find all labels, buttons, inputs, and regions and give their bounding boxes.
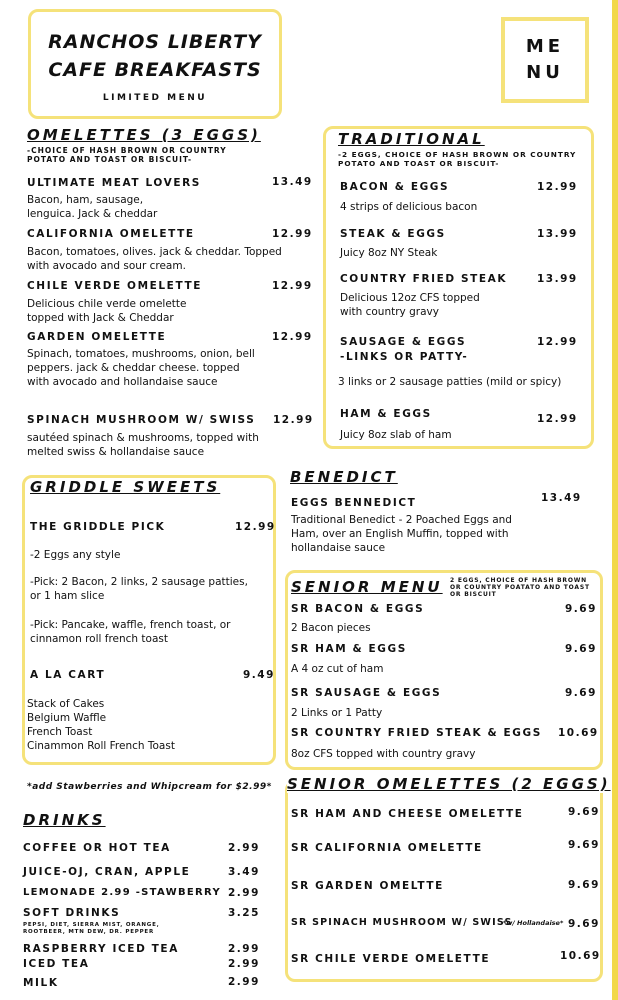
griddle-heading: GRIDDLE SWEETS [30,478,221,496]
menu-item-desc: sautéed spinach & mushrooms, topped with melted swiss & hollandaise sauce [27,432,259,458]
benedict-desc: Traditional Benedict - 2 Poached Eggs and Ham, over an English Muffin, topped with hollandaise sauce [291,514,512,554]
menu-item-name: ULTIMATE MEAT LOVERS [27,177,201,189]
griddle-pick-line1: -2 Eggs any style [30,549,121,561]
griddle-pick-price: 12.99 [235,521,276,533]
menu-badge-line1: ME [525,36,565,57]
menu-item-price: 9.69 [568,879,600,891]
drink-price: 2.99 [228,943,260,955]
menu-item-price: 10.69 [558,727,599,739]
benedict-price: 13.49 [541,492,582,504]
drinks-heading: DRINKS [23,811,106,829]
menu-item-desc: Delicious chile verde omelette topped with Jack & Cheddar [27,298,187,324]
benedict-name: EGGS BENNEDICT [291,497,417,509]
griddle-pick-name: THE GRIDDLE PICK [30,521,166,533]
drink-name: MILK [23,977,59,989]
menu-item-name: SAUSAGE & EGGS [340,336,467,348]
menu-item-desc: Bacon, tomatoes, olives. jack & cheddar. Topped with avocado and sour cream. [27,246,282,272]
menu-item-desc: 2 Links or 1 Patty [291,707,383,719]
senior-note: 2 EGGS, CHOICE OF HASH BROWN OR COUNTRY POATATO AND TOAST OR BISCUIT [450,577,590,598]
menu-item-desc: Bacon, ham, sausage, lenguica. Jack & cheddar [27,194,158,220]
menu-item-name: SR HAM & EGGS [291,643,407,655]
menu-item-desc: 8oz CFS topped with country gravy [291,748,476,760]
traditional-note: -2 EGGS, CHOICE OF HASH BROWN OR COUNTRY POTATO AND TOAST OR BISCUIT- [338,150,577,168]
drink-price: 3.49 [228,866,260,878]
menu-item-desc: 3 links or 2 sausage patties (mild or spicy) [338,376,562,388]
menu-item-price: 12.99 [272,331,313,343]
menu-item-name: SR CALIFORNIA OMELETTE [291,842,483,854]
menu-item-desc: Delicious 12oz CFS topped with country gravy [340,292,480,318]
menu-item-name: SR BACON & EGGS [291,603,425,615]
menu-item-name: COUNTRY FRIED STEAK [340,273,508,285]
senior-heading: SENIOR MENU [291,578,443,596]
menu-item-name: CALIFORNIA OMELETTE [27,228,195,240]
benedict-heading: BENEDICT [290,468,398,486]
menu-item-name: SR COUNTRY FRIED STEAK & EGGS [291,727,542,739]
hollandaise-note: *w/ Hollandaise* [503,919,564,927]
menu-item-name: SR SAUSAGE & EGGS [291,687,442,699]
traditional-heading: TRADITIONAL [338,130,485,148]
menu-item-price: 13.99 [537,228,578,240]
drink-name: RASPBERRY ICED TEA [23,943,179,955]
list-item: Belgium Waffle [27,712,107,724]
drink-price: 2.99 [228,976,260,988]
menu-item-name: GARDEN OMELETTE [27,331,167,343]
right-edge-border [612,0,618,1000]
limited-menu-label: LIMITED MENU [102,93,208,103]
cafe-title-line1: RANCHOS LIBERTY [48,31,262,53]
menu-item-price: 13.49 [272,176,313,188]
griddle-pick-line3: -Pick: Pancake, waffle, french toast, or cinnamon roll french toast [30,619,231,645]
menu-item-price: 12.99 [272,228,313,240]
menu-item-desc: Juicy 8oz slab of ham [340,429,452,441]
menu-item-price: 12.99 [537,413,578,425]
menu-item-price: 12.99 [273,414,314,426]
menu-item-desc: 2 Bacon pieces [291,622,371,634]
menu-item-price: 13.99 [537,273,578,285]
menu-item-desc: Juicy 8oz NY Steak [340,247,438,259]
menu-badge [501,17,589,103]
menu-item-price: 12.99 [537,181,578,193]
list-item: Stack of Cakes [27,698,105,710]
drink-name: JUICE-OJ, CRAN, APPLE [23,866,191,878]
menu-item-name: SR CHILE VERDE OMELETTE [291,953,491,965]
drink-name: ICED TEA [23,958,90,970]
menu-item-name: CHILE VERDE OMELETTE [27,280,202,292]
traditional-box [323,126,594,449]
menu-item-name: SR SPINACH MUSHROOM W/ SWISS [291,917,513,928]
omelettes-note: -CHOICE OF HASH BROWN OR COUNTRY POTATO AND TOAST OR BISCUIT- [27,146,227,164]
drink-price: 2.99 [228,842,260,854]
alacart-price: 9.49 [243,669,275,681]
menu-item-desc: 4 strips of delicious bacon [340,201,478,213]
menu-item-name: SR GARDEN OMELTTE [291,880,444,892]
senior-omelettes-heading: SENIOR OMELETTES (2 EGGS) [287,775,617,793]
drink-price: 2.99 [228,958,260,970]
menu-item-name: SR HAM AND CHEESE OMELETTE [291,808,524,820]
menu-item-desc: A 4 oz cut of ham [291,663,384,675]
menu-item-name: HAM & EGGS [340,408,432,420]
menu-item-name: SPINACH MUSHROOM W/ SWISS [27,414,256,426]
menu-item-price: 12.99 [537,336,578,348]
menu-item-price: 10.69 [560,950,601,962]
cafe-title-line2: CAFE BREAKFASTS [48,59,262,81]
omelettes-heading: OMELETTES (3 EGGS) [27,126,261,144]
drink-name: SOFT DRINKS [23,907,121,919]
menu-item-name: STEAK & EGGS [340,228,446,240]
griddle-addon-note: *add Stawberries and Whipcream for $2.99* [27,782,272,792]
menu-badge-line2: NU [526,62,564,83]
drink-name: COFFEE OR HOT TEA [23,842,171,854]
alacart-name: A LA CART [30,669,106,681]
menu-item-price: 9.69 [565,603,597,615]
menu-item-subname: -LINKS OR PATTY- [340,351,469,363]
list-item: French Toast [27,726,93,738]
menu-item-price: 9.69 [565,643,597,655]
drink-price: 3.25 [228,907,260,919]
drink-price: 2.99 [228,887,260,899]
drink-name: LEMONADE 2.99 -STAWBERRY [23,887,221,898]
menu-item-name: BACON & EGGS [340,181,450,193]
menu-item-price: 9.69 [565,687,597,699]
menu-item-price: 12.99 [272,280,313,292]
menu-item-price: 9.69 [568,918,600,930]
list-item: Cinammon Roll French Toast [27,740,175,752]
menu-item-desc: Spinach, tomatoes, mushrooms, onion, bell peppers. jack & cheddar cheese. topped with avocado and hollandaise sauce [27,348,255,388]
menu-item-price: 9.69 [568,806,600,818]
griddle-pick-line2: -Pick: 2 Bacon, 2 links, 2 sausage patties, or 1 ham slice [30,576,248,602]
soft-drinks-note: PEPSI, DIET, SIERRA MIST, ORANGE, ROOTBEER, MTN DEW, DR. PEPPER [23,922,160,935]
menu-item-price: 9.69 [568,839,600,851]
